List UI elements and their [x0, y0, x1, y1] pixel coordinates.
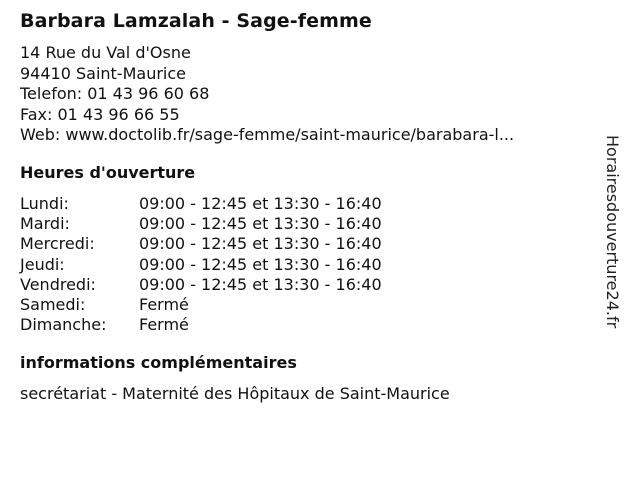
extra-info-text: secrétariat - Maternité des Hôpitaux de Saint-Maurice: [20, 384, 450, 403]
hours-row-mardi: [20, 214, 382, 234]
fax-number: Fax: 01 43 96 66 55: [20, 104, 180, 124]
hours-table: [20, 194, 382, 335]
day-label: Samedi:: [20, 295, 86, 315]
time-value: Fermé: [139, 295, 189, 315]
hours-row-mercredi: [20, 234, 382, 254]
time-value: Fermé: [139, 315, 189, 335]
phone-number: Telefon: 01 43 96 60 68: [20, 84, 210, 103]
city-address: 94410 Saint-Maurice: [20, 63, 186, 83]
time-value: 09:00 - 12:45 et 13:30 - 16:40: [139, 254, 382, 274]
time-value: 09:00 - 12:45 et 13:30 - 16:40: [139, 234, 382, 254]
street-address: 14 Rue du Val d'Osne: [20, 43, 191, 62]
day-label: Mercredi:: [20, 234, 95, 254]
contact-block: [20, 43, 514, 146]
hours-row-jeudi: [20, 255, 382, 275]
day-label: Vendredi:: [20, 274, 96, 294]
day-label: Lundi:: [20, 194, 69, 213]
time-value: 09:00 - 12:45 et 13:30 - 16:40: [139, 274, 382, 294]
hours-row-vendredi: [20, 275, 382, 295]
website: Web: www.doctolib.fr/sage-femme/saint-maurice/barabara-l...: [20, 125, 515, 144]
hours-row-samedi: [20, 295, 382, 315]
hours-row-dimanche: [20, 315, 382, 335]
extra-info-heading: informations complémentaires: [20, 353, 297, 372]
time-value: 09:00 - 12:45 et 13:30 - 16:40: [139, 214, 382, 234]
day-label: Jeudi:: [20, 254, 65, 274]
brand-watermark: Horairesdouverture24.fr: [603, 135, 622, 329]
day-label: Mardi:: [20, 214, 70, 234]
day-label: Dimanche:: [20, 315, 107, 335]
hours-heading: Heures d'ouverture: [20, 163, 196, 182]
time-value: 09:00 - 12:45 et 13:30 - 16:40: [139, 194, 382, 213]
page-title: Barbara Lamzalah - Sage-femme: [20, 10, 372, 32]
hours-row-lundi: [20, 194, 382, 214]
